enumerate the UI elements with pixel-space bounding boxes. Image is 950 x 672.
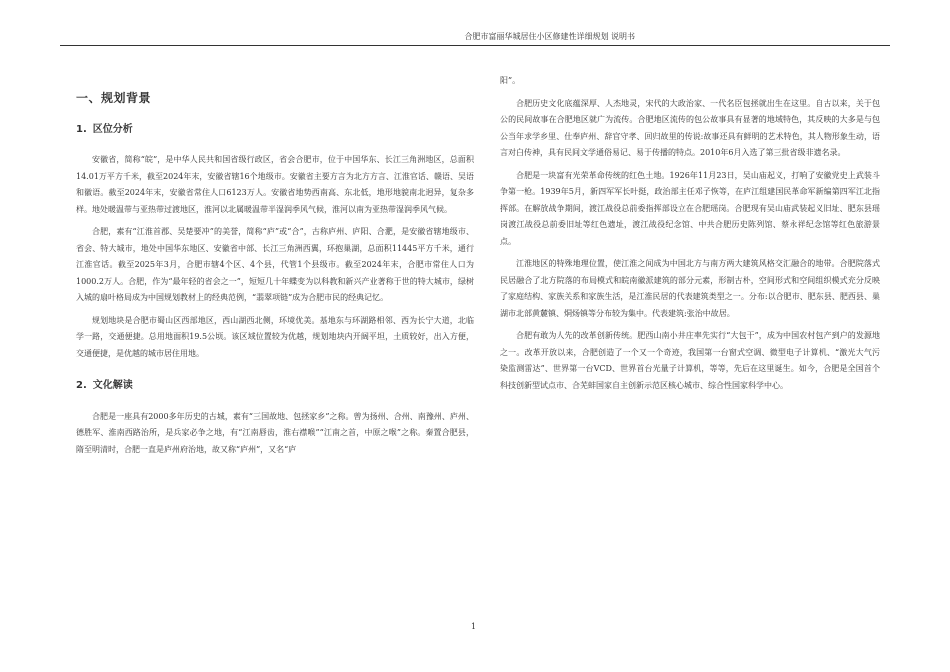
left-column	[76, 90, 474, 464]
page-header	[60, 0, 890, 46]
paragraph: 合肥历史文化底蕴深厚、人杰地灵，宋代的大政治家、一代名臣包拯就出生在这里。自古以来，关于包公的民间故事在合肥地区就广为流传。合肥地区流传的包公故事具有显著的地域特色，其反映的大多是与包公当年求学乡里、仕奉庐州、辞官守孝、回归故里的传说:故事还具有鲜明的艺术特色，其人物形象生动，语言对白传神，具有民间文学通俗易记、易于传播的特点。2010年6月入选了第三批省级非遗名录。	[500, 98, 880, 157]
paragraph: 安徽省，简称“皖”，是中华人民共和国省级行政区，省会合肥市，位于中国华东、长江三角洲地区，总面积14.01万平方千米，截至2024年末，安徽省辖16个地级市。安徽省主要方言为北方方言、江淮官话、赣语、吴语和徽语。截至2024年末，安徽省常住人口6123万人。安徽省地势西南高、东北低，地形地貌南北迥异，复杂多样。地处暖温带与亚热带过渡地区，淮河以北属暖温带半湿润季风气候，淮河以南为亚热带湿润季风气候。	[76, 155, 474, 214]
subsection-number: 1.	[76, 123, 87, 135]
subsection-label: 文化解读	[92, 380, 133, 391]
subsection-label: 区位分析	[92, 123, 133, 135]
paragraph: 合肥有敢为人先的改革创新传统。肥西山南小井庄率先实行“大包干”，成为中国农村包产到户的发源地之一。改革开放以来，合肥创造了一个又一个奇迹，我国第一台窗式空调、微型电子计算机、“激光大气污染监测雷达”、世界第一台VCD、世界首台光量子计算机，等等，先后在这里诞生。如今，合肥是全国首个科技创新型试点市、合芜蚌国家自主创新示范区核心城市、综合性国家科学中心。	[500, 331, 880, 390]
subsection-title-location	[76, 122, 474, 139]
section-title: 一、规划背景	[76, 91, 152, 105]
paragraph: 江淮地区的特殊地理位置，使江淮之间成为中国北方与南方两大建筑风格交汇融合的地带。合肥院落式民居融合了北方院落的布局模式和皖南徽派建筑的部分元素，形制古朴，空间形式和空间组织模式充分反映了家庭结构、家族关系和家族生活，是江淮民居的代表建筑类型之一。分布:以合肥市、肥东县、肥西县、巢湖市北部黄麓镇、烔炀镇等分布较为集中。代表建筑:张治中故居。	[500, 259, 880, 318]
paragraph-continued: 阳”。	[500, 76, 521, 85]
paragraph: 规划地块是合肥市蜀山区西部地区，西山湖西北侧，环境优美。基地东与环湖路相邻、西为长宁大道，北临学一路，交通便捷。总用地面积19.5公顷。该区域位置较为优越，规划地块内开阔平坦，土质较好，出入方便，交通便捷，是优越的城市居住用地。	[76, 315, 474, 358]
subsection-number: 2.	[76, 380, 87, 391]
paragraph: 合肥是一座具有2000多年历史的古城，素有“三国故地、包拯家乡”之称。曾为扬州、合州、南豫州、庐州、德胜军、淮南西路治所，是兵家必争之地，有“江南唇齿，淮右襟喉”“江南之首，中原之喉”之称。秦置合肥县，隋至明清时，合肥一直是庐州府治地，故又称“庐州”，又名“庐	[76, 411, 474, 454]
subsection-title-culture	[76, 378, 474, 395]
right-column	[500, 73, 880, 400]
header-title: 合肥市富丽华城居住小区修建性详细规划 说明书	[464, 32, 635, 41]
page-number: 1	[471, 622, 477, 631]
paragraph: 合肥，素有“江淮首郡、吴楚要冲”的美誉，简称“庐”或“合”，古称庐州、庐阳、合淝，是安徽省辖地级市、省会、特大城市，地处中国华东地区、安徽省中部、长江三角洲西翼，环抱巢湖，总面积11445平方千米，通行江淮官话。截至2025年3月，合肥市辖4个区、4个县，代管1个县级市。截至2024年末，合肥市常住人口为1000.2万人。合肥，作为“最年轻的省会之一”，短短几十年蝶变为以科教和新兴产业著称于世的特大城市，绿树入城的扇叶格局成为中国规划教材上的经典范例，“翡翠项链”成为合肥市民的经典记忆。	[76, 227, 474, 302]
paragraph: 合肥是一块富有光荣革命传统的红色土地。1926年11月23日，吴山庙起义，打响了安徽党史上武装斗争第一枪。1939年5月，新四军军长叶挺，政治部主任邓子恢等，在庐江组建国民革命军新编第四军江北指挥部。在解放战争期间，渡江战役总前委指挥部设立在合肥瑶岗。合肥现有吴山庙武装起义旧址、肥东县瑶岗渡江战役总前委旧址等红色遗址，渡江战役纪念馆、中共合肥历史陈列馆、蔡永祥纪念馆等红色旅游景点。	[500, 170, 880, 246]
